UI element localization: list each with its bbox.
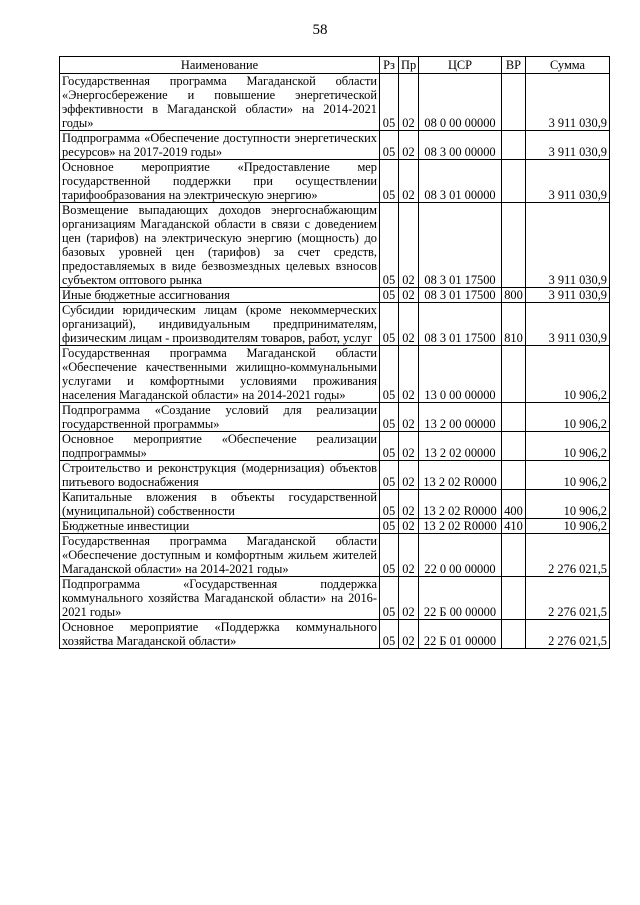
cell-sum: 10 906,2	[526, 346, 610, 403]
cell-vr	[502, 432, 526, 461]
table-row	[60, 288, 610, 303]
cell-name: Капитальные вложения в объекты государственной (муниципальной) собственности	[60, 490, 380, 519]
cell-pr: 02	[399, 461, 419, 490]
cell-csr: 13 2 02 R0000	[419, 490, 502, 519]
budget-table	[59, 56, 610, 649]
table-row	[60, 131, 610, 160]
cell-sum: 3 911 030,9	[526, 203, 610, 288]
cell-name: Основное мероприятие «Обеспечение реализации подпрограммы»	[60, 432, 380, 461]
cell-sum: 3 911 030,9	[526, 303, 610, 346]
cell-sum: 10 906,2	[526, 432, 610, 461]
cell-sum: 3 911 030,9	[526, 160, 610, 203]
header-name: Наименование	[60, 57, 380, 74]
cell-pr: 02	[399, 346, 419, 403]
header-csr: ЦСР	[419, 57, 502, 74]
cell-vr	[502, 461, 526, 490]
cell-pr: 02	[399, 131, 419, 160]
cell-sum: 3 911 030,9	[526, 131, 610, 160]
table-row	[60, 461, 610, 490]
cell-csr: 22 0 00 00000	[419, 534, 502, 577]
cell-pr: 02	[399, 203, 419, 288]
cell-pr: 02	[399, 577, 419, 620]
cell-rz: 05	[380, 288, 399, 303]
cell-sum: 2 276 021,5	[526, 577, 610, 620]
cell-sum: 10 906,2	[526, 461, 610, 490]
cell-name: Подпрограмма «Государственная поддержка коммунального хозяйства Магаданской области» на 2016-2021 годы»	[60, 577, 380, 620]
cell-rz: 05	[380, 346, 399, 403]
table-row	[60, 519, 610, 534]
cell-name: Строительство и реконструкция (модернизация) объектов питьевого водоснабжения	[60, 461, 380, 490]
cell-rz: 05	[380, 74, 399, 131]
cell-rz: 05	[380, 519, 399, 534]
cell-csr: 08 3 00 00000	[419, 131, 502, 160]
cell-name: Субсидии юридическим лицам (кроме некоммерческих организаций), индивидуальным предпринимателям, физическим лицам - производителям товаров, работ, услуг	[60, 303, 380, 346]
cell-name: Основное мероприятие «Поддержка коммунального хозяйства Магаданской области»	[60, 620, 380, 649]
table-row	[60, 490, 610, 519]
cell-pr: 02	[399, 403, 419, 432]
cell-rz: 05	[380, 490, 399, 519]
table-row	[60, 303, 610, 346]
cell-pr: 02	[399, 432, 419, 461]
cell-vr	[502, 577, 526, 620]
cell-vr	[502, 131, 526, 160]
cell-vr: 410	[502, 519, 526, 534]
cell-rz: 05	[380, 203, 399, 288]
cell-csr: 08 3 01 17500	[419, 303, 502, 346]
table-header	[60, 57, 610, 74]
cell-rz: 05	[380, 620, 399, 649]
cell-vr	[502, 203, 526, 288]
cell-name: Государственная программа Магаданской области «Обеспечение доступным и комфортным жильем жителей Магаданской области» на 2014-2021 годы»	[60, 534, 380, 577]
table-row	[60, 432, 610, 461]
cell-rz: 05	[380, 131, 399, 160]
cell-csr: 08 3 01 17500	[419, 288, 502, 303]
cell-rz: 05	[380, 432, 399, 461]
cell-name: Основное мероприятие «Предоставление мер государственной поддержки при осуществлении тарифообразования на электрическую энергию»	[60, 160, 380, 203]
cell-rz: 05	[380, 303, 399, 346]
cell-pr: 02	[399, 519, 419, 534]
cell-sum: 10 906,2	[526, 403, 610, 432]
header-row	[60, 57, 610, 74]
header-vr: ВР	[502, 57, 526, 74]
cell-name: Государственная программа Магаданской области «Энергосбережение и повышение энергетической эффективности в Магаданской области» на 2014-2021 годы»	[60, 74, 380, 131]
cell-pr: 02	[399, 160, 419, 203]
cell-vr: 810	[502, 303, 526, 346]
cell-csr: 13 0 00 00000	[419, 346, 502, 403]
cell-csr: 08 3 01 00000	[419, 160, 502, 203]
cell-pr: 02	[399, 534, 419, 577]
cell-vr	[502, 534, 526, 577]
cell-sum: 2 276 021,5	[526, 534, 610, 577]
table-row	[60, 160, 610, 203]
cell-rz: 05	[380, 577, 399, 620]
cell-rz: 05	[380, 403, 399, 432]
cell-csr: 13 2 02 R0000	[419, 519, 502, 534]
cell-name: Подпрограмма «Создание условий для реализации государственной программы»	[60, 403, 380, 432]
cell-pr: 02	[399, 74, 419, 131]
cell-name: Государственная программа Магаданской области «Обеспечение качественными жилищно-коммунальными услугами и комфортными условиями проживания населения Магаданской области» на 2014-2021 годы»	[60, 346, 380, 403]
table-row	[60, 74, 610, 131]
cell-rz: 05	[380, 461, 399, 490]
cell-vr	[502, 74, 526, 131]
cell-csr: 08 0 00 00000	[419, 74, 502, 131]
table-row	[60, 534, 610, 577]
cell-vr	[502, 346, 526, 403]
table-row	[60, 346, 610, 403]
cell-sum: 10 906,2	[526, 519, 610, 534]
cell-sum: 3 911 030,9	[526, 74, 610, 131]
cell-vr: 800	[502, 288, 526, 303]
cell-name: Иные бюджетные ассигнования	[60, 288, 380, 303]
cell-name: Бюджетные инвестиции	[60, 519, 380, 534]
cell-pr: 02	[399, 490, 419, 519]
cell-vr	[502, 620, 526, 649]
header-pr: Пр	[399, 57, 419, 74]
header-sum: Сумма	[526, 57, 610, 74]
cell-csr: 13 2 00 00000	[419, 403, 502, 432]
header-rz: Рз	[380, 57, 399, 74]
cell-name: Подпрограмма «Обеспечение доступности энергетических ресурсов» на 2017-2019 годы»	[60, 131, 380, 160]
cell-rz: 05	[380, 160, 399, 203]
cell-name: Возмещение выпадающих доходов энергоснабжающим организациям Магаданской области в связи с доведением цен (тарифов) на электрическую энергию (мощность) до базовых уровней цен (тарифов) за счет средств, предоставляемых в виде безвозмездных целевых взносов субъектом оптового рынка	[60, 203, 380, 288]
cell-vr	[502, 160, 526, 203]
table-row	[60, 203, 610, 288]
cell-csr: 13 2 02 00000	[419, 432, 502, 461]
table-body	[60, 74, 610, 649]
table-row	[60, 620, 610, 649]
cell-sum: 10 906,2	[526, 490, 610, 519]
cell-pr: 02	[399, 288, 419, 303]
cell-pr: 02	[399, 303, 419, 346]
cell-csr: 13 2 02 R0000	[419, 461, 502, 490]
table-row	[60, 577, 610, 620]
cell-csr: 08 3 01 17500	[419, 203, 502, 288]
cell-csr: 22 Б 01 00000	[419, 620, 502, 649]
cell-vr	[502, 403, 526, 432]
cell-sum: 2 276 021,5	[526, 620, 610, 649]
cell-csr: 22 Б 00 00000	[419, 577, 502, 620]
table-row	[60, 403, 610, 432]
cell-rz: 05	[380, 534, 399, 577]
cell-pr: 02	[399, 620, 419, 649]
page-number: 58	[312, 22, 328, 38]
cell-sum: 3 911 030,9	[526, 288, 610, 303]
cell-vr: 400	[502, 490, 526, 519]
